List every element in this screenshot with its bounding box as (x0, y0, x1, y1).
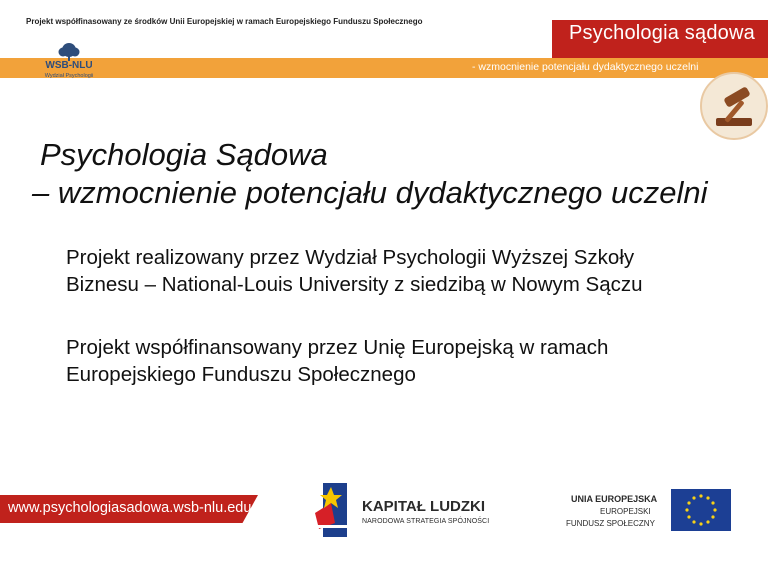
paragraph-2-line-2: Europejskiego Funduszu Społecznego (66, 363, 416, 386)
wsb-nlu-logo (34, 42, 104, 86)
eu-label-1: UNIA EUROPEJSKA (571, 494, 658, 504)
logo-subtitle: Wydział Psychologii (44, 73, 94, 79)
eu-label-2: EUROPEJSKI (600, 507, 651, 516)
brand-subtitle: - wzmocnienie potencjału dydaktycznego uczelni (472, 61, 699, 73)
gavel-icon (700, 72, 768, 140)
kapital-ludzki-title: KAPITAŁ LUDZKI (362, 498, 486, 515)
paragraph-cofinancing (66, 334, 608, 388)
brand-title: Psychologia sądowa (569, 22, 755, 44)
page-title (32, 136, 708, 212)
website-link[interactable]: www.psychologiasadowa.wsb-nlu.edu.pl (8, 500, 267, 516)
paragraph-2-line-1: Projekt współfinansowany przez Unię Europejską w ramach (66, 336, 609, 359)
eu-flag-icon (671, 489, 731, 531)
kapital-ludzki-icon (313, 483, 355, 537)
kapital-ludzki-subtitle: NARODOWA STRATEGIA SPÓJNOŚCI (362, 518, 490, 525)
eu-label-3: FUNDUSZ SPOŁECZNY (566, 519, 655, 528)
title-line-1: Psychologia Sądowa (40, 137, 328, 172)
title-line-2: – wzmocnienie potencjału dydaktycznego uczelni (32, 175, 708, 210)
paragraph-1-line-1: Projekt realizowany przez Wydział Psychologii Wyższej Szkoły (66, 246, 635, 269)
logo-name: WSB-NLU (45, 60, 93, 71)
paragraph-project-realization (66, 244, 643, 298)
paragraph-1-line-2: Biznesu – National-Louis University z siedzibą w Nowym Sączu (66, 273, 643, 296)
tree-icon (57, 42, 81, 62)
cofinancing-note: Projekt współfinasowany ze środków Unii Europejskiej w ramach Europejskiego Funduszu Społecznego (26, 17, 423, 26)
